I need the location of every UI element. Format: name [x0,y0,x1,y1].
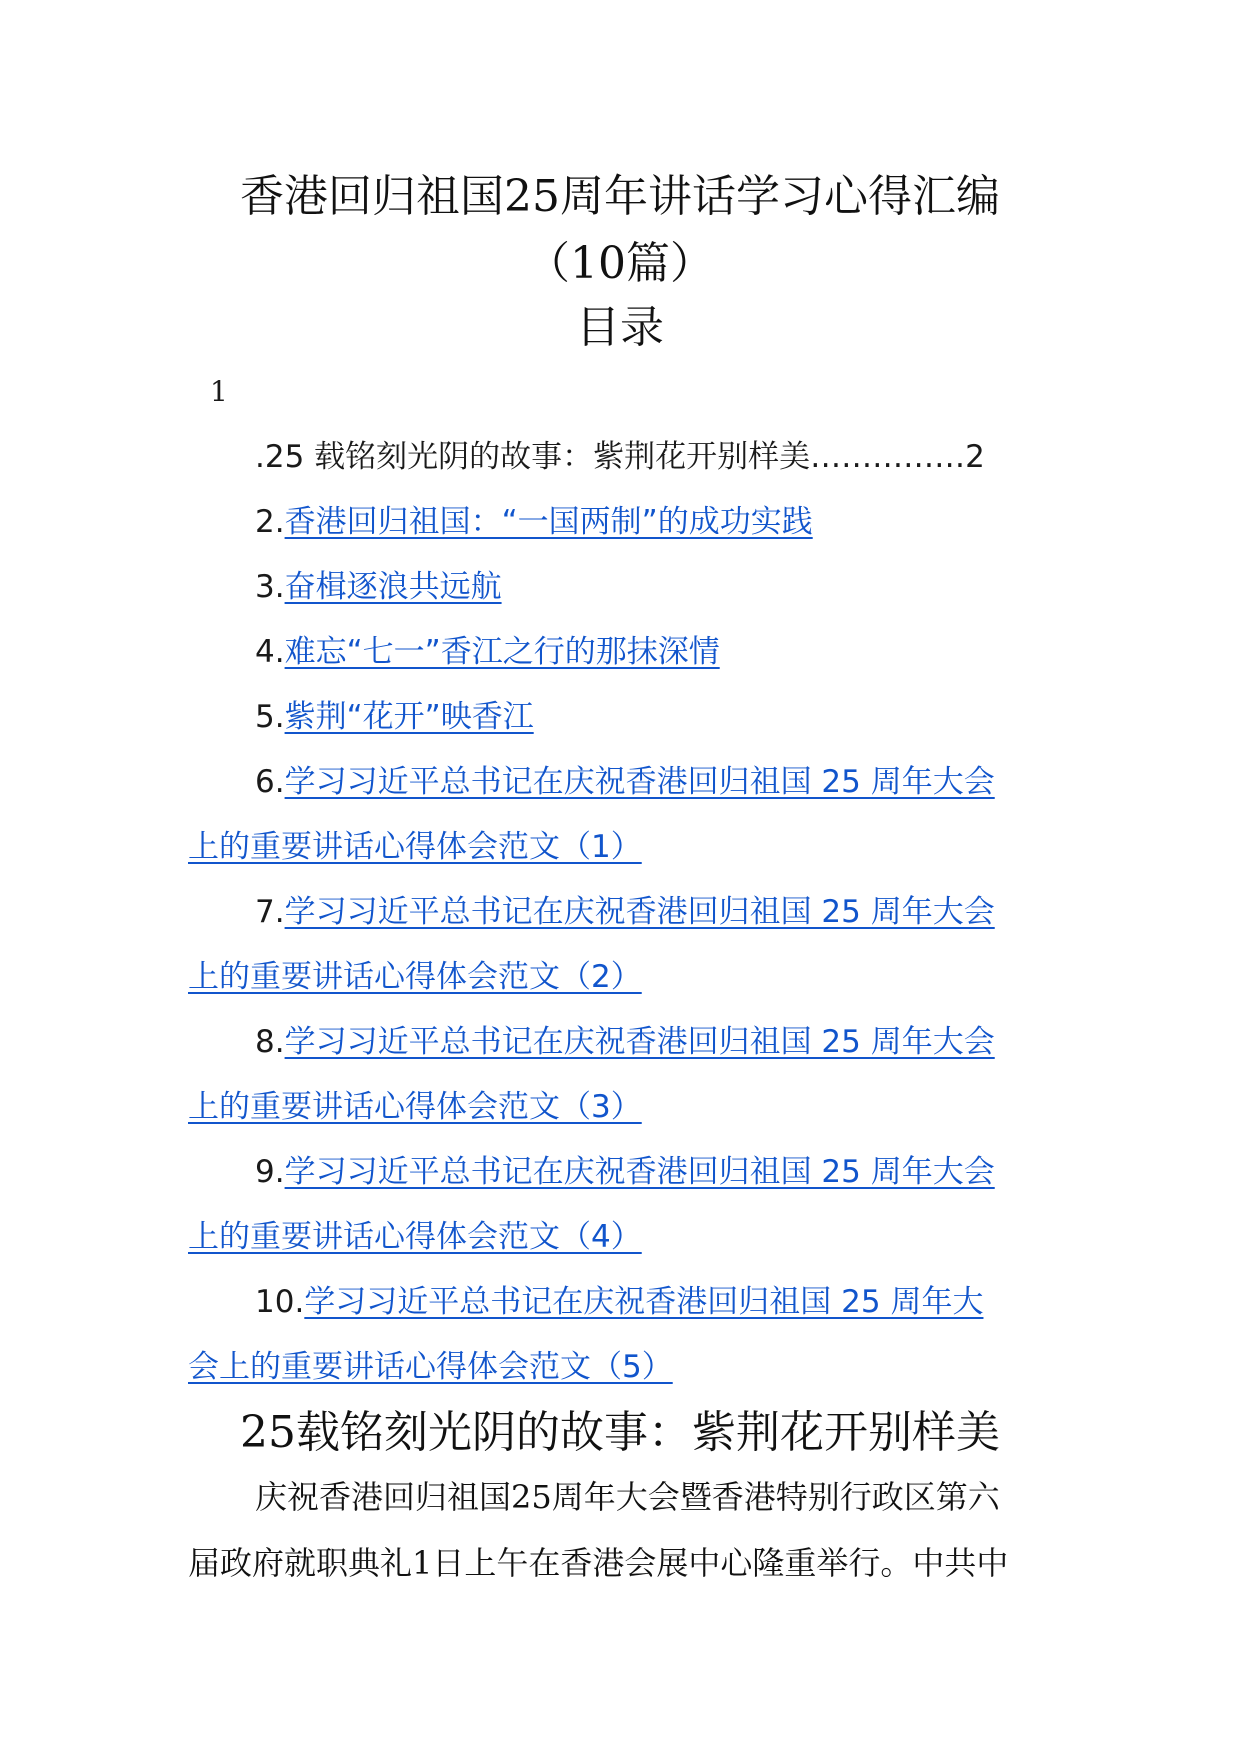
toc-link[interactable]: 学习习近平总书记在庆祝香港回归祖国 25 周年大会 [284,894,995,930]
toc-link[interactable]: 学习习近平总书记在庆祝香港回归祖国 25 周年大会 [284,764,995,800]
text-span: 日上午在香港会展中心隆重举行。中共中 [432,1544,1009,1582]
subtitle-close: 篇） [626,238,714,289]
toc-link[interactable]: 上的重要讲话心得体会范文（1） [188,829,642,865]
toc-link[interactable]: 上的重要讲话心得体会范文（2） [188,959,642,995]
toc-item-prefix: 3. [255,569,285,605]
toc-item-5[interactable] [255,696,534,738]
toc-link[interactable]: 紫荆“花开”映香江 [284,699,534,735]
toc-item-6-line1[interactable] [255,761,995,803]
toc-link[interactable]: 奋楫逐浪共远航 [284,569,502,605]
toc-item-6-line2[interactable] [188,826,642,868]
toc-link[interactable]: 学习习近平总书记在庆祝香港回归祖国 25 周年大会 [284,1024,995,1060]
text-span: 届政府就职典礼 [188,1544,413,1582]
toc-item-1: .25 载铭刻光阴的故事：紫荆花开别样美……………2 [255,439,985,475]
subtitle-open: （ [526,238,570,289]
toc-item-7-line1[interactable] [255,891,995,933]
toc-item-prefix: 10. [255,1284,305,1320]
toc-item-10-line1[interactable] [255,1281,983,1323]
number-span: 1 [412,1544,433,1582]
toc-link[interactable]: 学习习近平总书记在庆祝香港回归祖国 25 周年大会 [284,1154,995,1190]
toc-item-8-line2[interactable] [188,1086,642,1128]
toc-item-10-line2[interactable] [188,1346,673,1388]
paragraph-line-1 [255,1475,1000,1519]
title-part1: 香港回归祖国 [240,171,504,222]
toc-item-prefix: 7. [255,894,285,930]
toc-link[interactable]: 上的重要讲话心得体会范文（4） [188,1219,642,1255]
toc-item-8-line1[interactable] [255,1021,995,1063]
toc-heading: 目录 [576,302,664,353]
toc-link[interactable]: 难忘“七一”香江之行的那抹深情 [284,634,720,670]
document-subtitle [0,232,1240,296]
toc-item-prefix: 8. [255,1024,285,1060]
text-span: 庆祝香港回归祖国 [255,1478,512,1516]
section-heading [0,1403,1240,1463]
section-heading-text: 载铭刻光阴的故事：紫荆花开别样美 [296,1407,1000,1458]
toc-item-4[interactable] [255,631,720,673]
toc-item-7-line2[interactable] [188,956,642,998]
toc-item-prefix: 2. [255,504,285,540]
number-span: 25 [511,1478,552,1516]
toc-link[interactable]: 上的重要讲话心得体会范文（3） [188,1089,642,1125]
title-part2: 周年讲话学习心得汇编 [560,171,1000,222]
section-heading-number: 25 [240,1407,296,1458]
paragraph-line-2 [188,1541,1008,1585]
stray-number: 1 [210,375,228,408]
text-span: 周年大会暨香港特别行政区第六 [551,1478,1000,1516]
toc-item-9-line1[interactable] [255,1151,995,1193]
toc-item-9-line2[interactable] [188,1216,642,1258]
document-title [0,165,1240,229]
title-number: 25 [504,171,560,222]
toc-link[interactable]: 香港回归祖国：“一国两制”的成功实践 [284,504,813,540]
toc-link[interactable]: 学习习近平总书记在庆祝香港回归祖国 25 周年大 [304,1284,984,1320]
toc-item-prefix: 6. [255,764,285,800]
subtitle-number: 10 [570,238,626,289]
toc-link[interactable]: 会上的重要讲话心得体会范文（5） [188,1349,673,1385]
toc-item-prefix: 5. [255,699,285,735]
toc-item-prefix: 9. [255,1154,285,1190]
toc-item-2[interactable] [255,501,813,543]
toc-item-prefix: 4. [255,634,285,670]
toc-item-3[interactable] [255,566,502,608]
